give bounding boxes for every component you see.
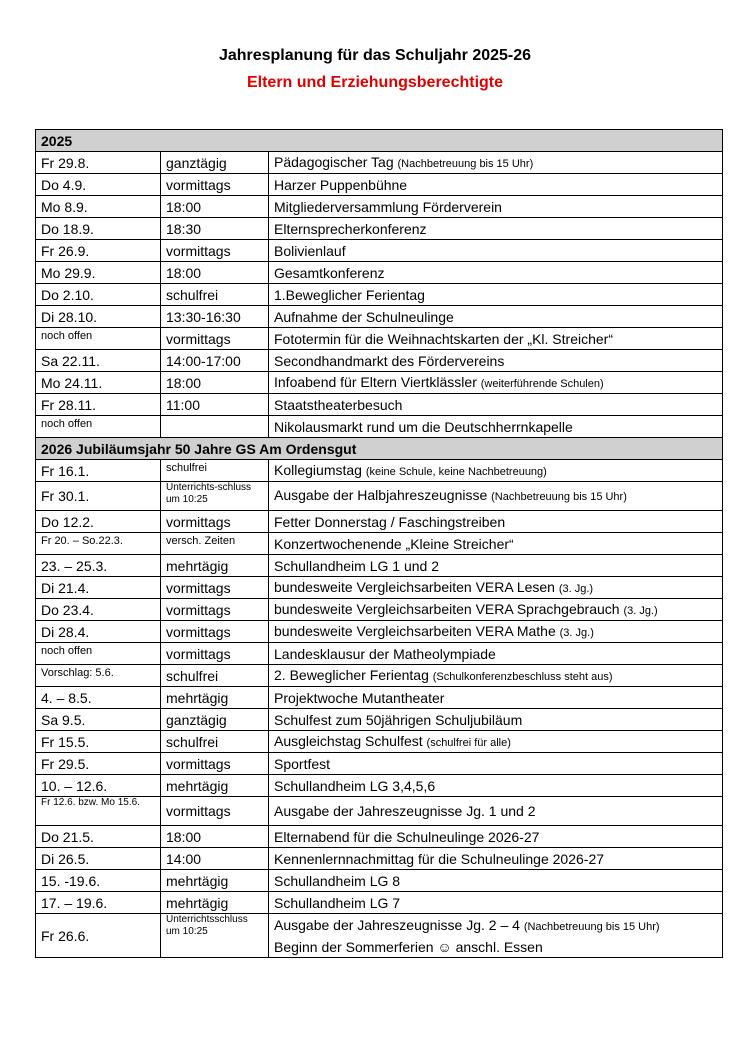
table-row: [36, 892, 723, 914]
event-cell: [269, 372, 723, 394]
section-header: [36, 438, 723, 460]
date-cell: noch offen: [36, 643, 161, 665]
date-cell: 10. – 12.6.: [36, 775, 161, 797]
time-cell: 14:00: [161, 848, 269, 870]
event-cell: [269, 621, 723, 643]
table-row: [36, 284, 723, 306]
event-cell: [269, 350, 723, 372]
table-row: [36, 599, 723, 621]
table-row: [36, 262, 723, 284]
event-note: (schulfrei für alle): [426, 736, 511, 749]
date-cell: Fr 20. – So.22.3.: [36, 533, 161, 555]
page-title: Jahresplanung für das Schuljahr 2025-26: [218, 47, 532, 64]
table-row: [36, 914, 723, 958]
event-text: Elternsprecherkonferenz: [274, 220, 427, 237]
schedule-table: [35, 129, 723, 958]
event-text: Pädagogischer Tag: [274, 153, 394, 170]
event-note: (3. Jg.): [559, 626, 594, 639]
time-cell: 13:30-16:30: [161, 306, 269, 328]
event-cell: [269, 174, 723, 196]
time-cell: schulfrei: [161, 731, 269, 753]
time-cell: schulfrei: [161, 665, 269, 687]
event-cell: [269, 914, 723, 958]
event-cell: [269, 797, 723, 826]
table-row: [36, 775, 723, 797]
event-text: Nikolausmarkt rund um die Deutschherrnkapelle: [274, 418, 573, 435]
event-text: bundesweite Vergleichsarbeiten VERA Mathe: [274, 622, 556, 639]
time-cell: Unterrichtsschluss um 10:25: [161, 914, 269, 958]
time-cell: vormittags: [161, 621, 269, 643]
event-text: 2. Beweglicher Ferientag: [274, 666, 429, 683]
event-cell: [269, 328, 723, 350]
event-cell: [269, 870, 723, 892]
date-cell: Fr 28.11.: [36, 394, 161, 416]
table-row: [36, 753, 723, 775]
table-row: [36, 152, 723, 174]
table-row: [36, 870, 723, 892]
table-row: [36, 218, 723, 240]
time-cell: Unterrichts-schluss um 10:25: [161, 482, 269, 511]
date-cell: Fr 29.5.: [36, 753, 161, 775]
event-text: Projektwoche Mutantheater: [274, 689, 445, 706]
event-text: Infoabend für Eltern Viertklässler: [274, 373, 477, 390]
time-cell: 18:30: [161, 218, 269, 240]
time-cell: ganztägig: [161, 152, 269, 174]
time-cell: mehrtägig: [161, 687, 269, 709]
table-row: [36, 350, 723, 372]
section-header: [36, 130, 723, 152]
event-cell: [269, 848, 723, 870]
time-cell: schulfrei: [161, 460, 269, 482]
event-cell: [269, 599, 723, 621]
table-row: [36, 394, 723, 416]
time-cell: 18:00: [161, 262, 269, 284]
event-text: Schulfest zum 50jährigen Schuljubiläum: [274, 711, 523, 728]
table-row: [36, 328, 723, 350]
event-cell: [269, 665, 723, 687]
event-note: (weiterführende Schulen): [480, 377, 604, 390]
event-text: Ausgleichstag Schulfest: [274, 732, 423, 749]
time-cell: 14:00-17:00: [161, 350, 269, 372]
event-text: Staatstheaterbesuch: [274, 396, 403, 413]
date-cell: Fr 12.6. bzw. Mo 15.6.: [36, 797, 161, 826]
date-cell: Di 21.4.: [36, 577, 161, 599]
page-subtitle: Eltern und Erziehungsberechtigte: [246, 74, 504, 91]
event-cell: [269, 709, 723, 731]
event-text: Schullandheim LG 3,4,5,6: [274, 777, 436, 794]
table-row: [36, 372, 723, 394]
event-text: Gesamtkonferenz: [274, 264, 385, 281]
event-text-second-line: Beginn der Sommerferien ☺ anschl. Essen: [274, 938, 543, 955]
event-cell: [269, 731, 723, 753]
time-cell: 18:00: [161, 196, 269, 218]
event-text: Aufnahme der Schulneulinge: [274, 308, 454, 325]
date-cell: Fr 26.9.: [36, 240, 161, 262]
table-row: [36, 196, 723, 218]
date-cell: Vorschlag: 5.6.: [36, 665, 161, 687]
date-cell: 23. – 25.3.: [36, 555, 161, 577]
time-cell: vormittags: [161, 577, 269, 599]
table-row: [36, 687, 723, 709]
table-row: [36, 482, 723, 511]
time-cell: 18:00: [161, 372, 269, 394]
date-cell: noch offen: [36, 416, 161, 438]
date-cell: Di 28.4.: [36, 621, 161, 643]
time-cell: vormittags: [161, 511, 269, 533]
date-cell: Fr 29.8.: [36, 152, 161, 174]
table-row: [36, 731, 723, 753]
event-note: (Nachbetreuung bis 15 Uhr): [523, 920, 660, 933]
time-cell: vormittags: [161, 240, 269, 262]
table-row: [36, 577, 723, 599]
date-cell: Fr 30.1.: [36, 482, 161, 511]
table-row: [36, 306, 723, 328]
event-text: Schullandheim LG 1 und 2: [274, 557, 439, 574]
date-cell: Di 26.5.: [36, 848, 161, 870]
date-cell: 4. – 8.5.: [36, 687, 161, 709]
table-row: [36, 511, 723, 533]
event-text: Fototermin für die Weihnachtskarten der „Kl. Streicher“: [274, 330, 613, 347]
event-text: bundesweite Vergleichsarbeiten VERA Lesen: [274, 578, 555, 595]
time-cell: vormittags: [161, 797, 269, 826]
table-row: [36, 533, 723, 555]
event-cell: [269, 262, 723, 284]
time-cell: 11:00: [161, 394, 269, 416]
time-cell: ganztägig: [161, 709, 269, 731]
event-note: (3. Jg.): [623, 604, 658, 617]
event-text: bundesweite Vergleichsarbeiten VERA Sprachgebrauch: [274, 600, 620, 617]
event-text: Elternabend für die Schulneulinge 2026-27: [274, 828, 540, 845]
table-row: [36, 555, 723, 577]
event-text: Schullandheim LG 8: [274, 872, 401, 889]
time-cell: mehrtägig: [161, 870, 269, 892]
event-cell: [269, 826, 723, 848]
date-cell: Do 2.10.: [36, 284, 161, 306]
date-cell: 15. -19.6.: [36, 870, 161, 892]
event-cell: [269, 892, 723, 914]
time-cell: versch. Zeiten: [161, 533, 269, 555]
table-row: [36, 709, 723, 731]
event-note: (3. Jg.): [558, 582, 594, 595]
event-cell: [269, 394, 723, 416]
event-text: Fetter Donnerstag / Faschingstreiben: [274, 513, 506, 530]
table-row: [36, 240, 723, 262]
event-text: Sportfest: [274, 755, 331, 772]
event-cell: [269, 218, 723, 240]
section-heading: 2026 Jubiläumsjahr 50 Jahre GS Am Ordensgut: [36, 438, 723, 460]
time-cell: mehrtägig: [161, 892, 269, 914]
event-text: Ausgabe der Halbjahreszeugnisse: [274, 487, 488, 503]
event-cell: [269, 687, 723, 709]
event-cell: [269, 753, 723, 775]
event-text: 1.Beweglicher Ferientag: [274, 286, 425, 303]
time-cell: [161, 416, 269, 438]
date-cell: Fr 16.1.: [36, 460, 161, 482]
event-text: Bolivienlauf: [274, 242, 346, 259]
event-text: Secondhandmarkt des Fördervereins: [274, 352, 505, 369]
event-cell: [269, 284, 723, 306]
time-cell: vormittags: [161, 174, 269, 196]
event-note: (Schulkonferenzbeschluss steht aus): [432, 670, 613, 683]
table-row: [36, 665, 723, 687]
table-row: [36, 621, 723, 643]
event-note: (keine Schule, keine Nachbetreuung): [365, 465, 547, 478]
time-cell: mehrtägig: [161, 775, 269, 797]
time-cell: schulfrei: [161, 284, 269, 306]
date-cell: Do 12.2.: [36, 511, 161, 533]
event-cell: [269, 511, 723, 533]
table-row: [36, 174, 723, 196]
event-cell: [269, 643, 723, 665]
date-cell: Di 28.10.: [36, 306, 161, 328]
date-cell: Mo 29.9.: [36, 262, 161, 284]
table-row: [36, 643, 723, 665]
event-text: Mitgliederversammlung Förderverein: [274, 198, 502, 215]
time-cell: vormittags: [161, 643, 269, 665]
date-cell: Sa 9.5.: [36, 709, 161, 731]
event-text: Kennenlernnachmittag für die Schulneulinge 2026-27: [274, 850, 605, 867]
date-cell: 17. – 19.6.: [36, 892, 161, 914]
event-text: Ausgabe der Jahreszeugnisse Jg. 2 – 4: [274, 916, 520, 933]
table-row: [36, 826, 723, 848]
date-cell: Do 23.4.: [36, 599, 161, 621]
event-note: (Nachbetreuung bis 15 Uhr): [397, 157, 534, 170]
date-cell: Do 21.5.: [36, 826, 161, 848]
event-note: (Nachbetreuung bis 15 Uhr): [491, 491, 627, 503]
event-cell: [269, 533, 723, 555]
table-row: [36, 460, 723, 482]
time-cell: vormittags: [161, 753, 269, 775]
section-heading: 2025: [36, 130, 723, 152]
event-text: Schullandheim LG 7: [274, 894, 401, 911]
event-cell: [269, 416, 723, 438]
table-row: [36, 848, 723, 870]
event-cell: [269, 482, 723, 511]
date-cell: Do 4.9.: [36, 174, 161, 196]
date-cell: Mo 8.9.: [36, 196, 161, 218]
event-text: Konzertwochenende „Kleine Streicher“: [274, 535, 514, 552]
table-row: [36, 797, 723, 826]
event-cell: [269, 460, 723, 482]
date-cell: Fr 26.6.: [36, 914, 161, 958]
table-row: [36, 416, 723, 438]
event-text: Ausgabe der Jahreszeugnisse Jg. 1 und 2: [274, 803, 536, 819]
time-cell: vormittags: [161, 328, 269, 350]
date-cell: Do 18.9.: [36, 218, 161, 240]
date-cell: Mo 24.11.: [36, 372, 161, 394]
date-cell: noch offen: [36, 328, 161, 350]
date-cell: Sa 22.11.: [36, 350, 161, 372]
event-cell: [269, 555, 723, 577]
time-cell: mehrtägig: [161, 555, 269, 577]
event-cell: [269, 775, 723, 797]
event-cell: [269, 152, 723, 174]
event-text: Harzer Puppenbühne: [274, 176, 408, 193]
time-cell: 18:00: [161, 826, 269, 848]
event-text: Kollegiumstag: [274, 461, 362, 478]
event-cell: [269, 196, 723, 218]
date-cell: Fr 15.5.: [36, 731, 161, 753]
event-text: Landesklausur der Matheolympiade: [274, 645, 496, 662]
event-cell: [269, 306, 723, 328]
event-cell: [269, 577, 723, 599]
event-cell: [269, 240, 723, 262]
time-cell: vormittags: [161, 599, 269, 621]
